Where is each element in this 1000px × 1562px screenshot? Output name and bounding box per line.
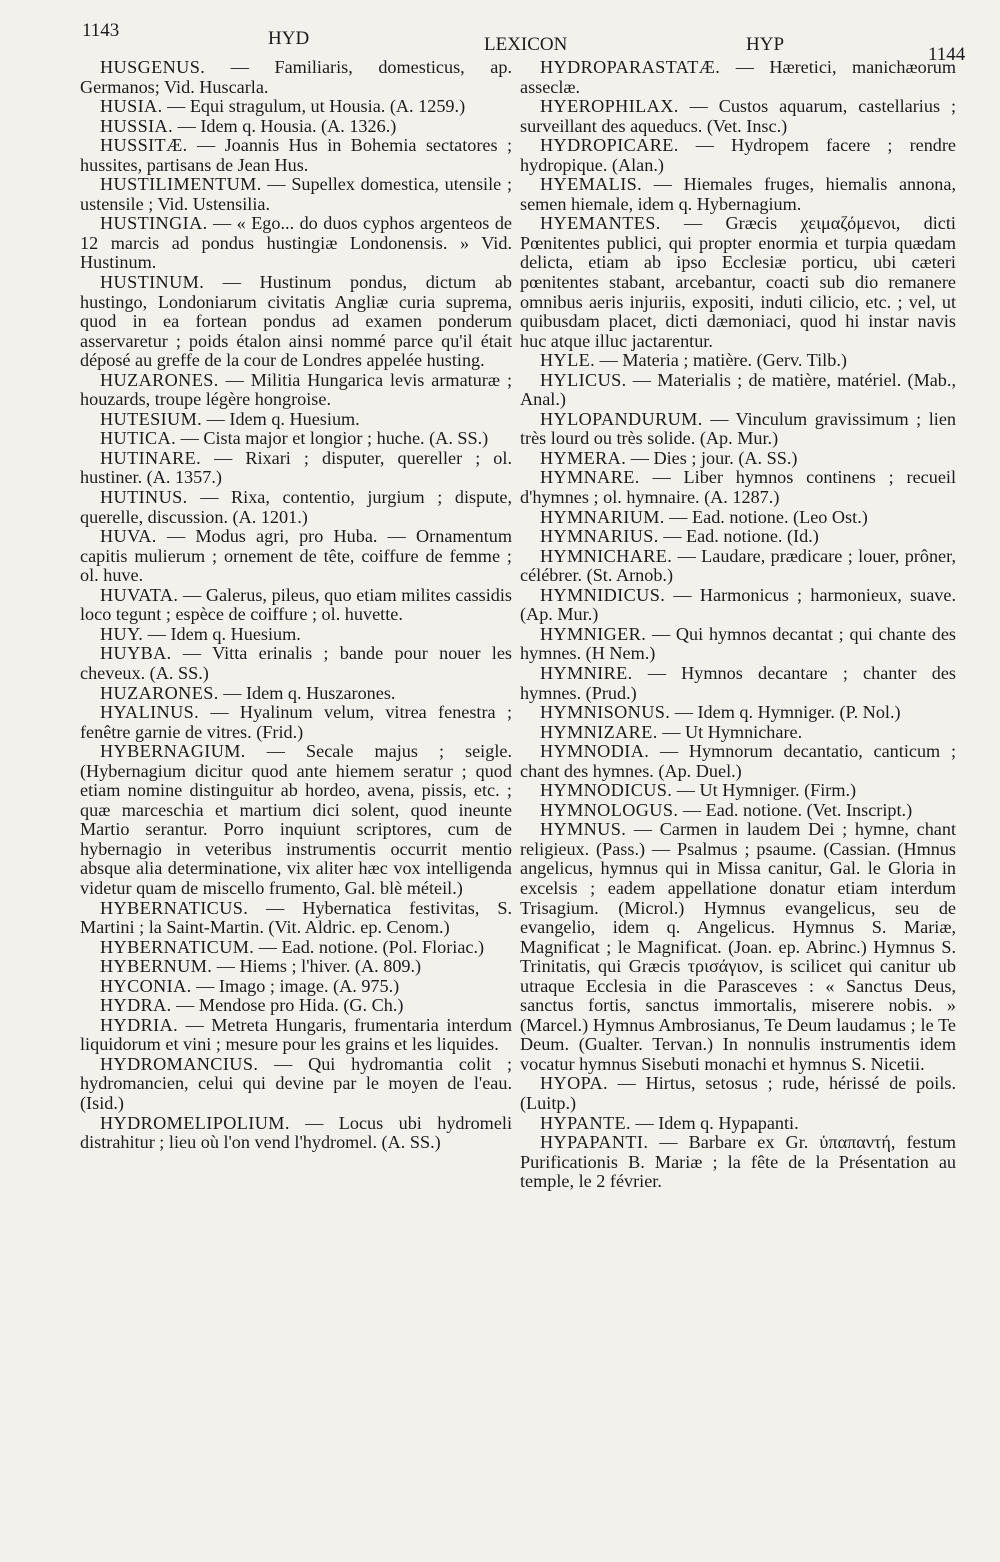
entry-definition: — Locus ubi hydromeli distrahitur ; lieu où l'on vend l'hydromel. (A. SS.): [80, 1112, 512, 1153]
entry-definition: — Hymnos decantare ; chanter des hymnes. (Prud.): [520, 662, 956, 703]
dictionary-entry: [520, 175, 956, 214]
entry-definition: — Ut Hymnichare.: [662, 721, 803, 742]
entry-definition: — Dies ; jour. (A. SS.): [630, 447, 798, 468]
entry-definition: — Ut Hymniger. (Firm.): [676, 780, 857, 801]
entry-headword: HYEMANTES.: [540, 213, 661, 234]
dictionary-entry: [520, 97, 956, 136]
dictionary-entry: [520, 723, 956, 743]
entry-headword: HYMNICHARE.: [540, 545, 673, 566]
entry-headword: HUTESIUM.: [100, 408, 203, 429]
entry-headword: HYLOPANDURUM.: [540, 408, 703, 429]
dictionary-entry: [80, 58, 512, 97]
dictionary-entry: [80, 1114, 512, 1153]
entry-headword: HYMNIZARE.: [540, 721, 658, 742]
dictionary-entry: [80, 214, 512, 273]
entry-headword: HUSSITÆ.: [100, 135, 188, 156]
entry-definition: — « Ego... do duos cyphos argenteos de 12 marcis ad pondus hustingiæ Londonensis. » Vid. Hustinum.: [80, 213, 512, 273]
entry-headword: HYDROPARASTATÆ.: [540, 57, 721, 77]
entry-definition: — Mendose pro Hida. (G. Ch.): [176, 995, 404, 1016]
entry-headword: HUSIA.: [100, 96, 163, 117]
entry-headword: HYPAPANTI.: [540, 1132, 649, 1153]
entry-headword: HUVATA.: [100, 584, 179, 605]
right-page-number: 1144: [928, 44, 966, 65]
entry-definition: — Hybernatica festivitas, S. Martini ; la Saint-Martin. (Vit. Aldric. ep. Cenom.): [80, 897, 512, 938]
entry-definition: — Laudare, prædicare ; louer, prôner, célébrer. (St. Arnob.): [520, 545, 956, 586]
dictionary-entry: [80, 449, 512, 488]
entry-definition: — Hæretici, manichæorum asseclæ.: [520, 57, 956, 97]
entry-definition: — Idem q. Huesium.: [147, 623, 301, 644]
dictionary-entry: [80, 996, 512, 1016]
dictionary-entry: [80, 371, 512, 410]
dictionary-entry: [80, 527, 512, 586]
dictionary-entry: [80, 742, 512, 898]
entry-headword: HYMNIGER.: [540, 623, 647, 644]
entry-headword: HUSSIA.: [100, 115, 174, 136]
entry-definition: — Custos aquarum, castellarius ; surveillant des aqueducs. (Vet. Insc.): [520, 96, 956, 136]
entry-definition: — Supellex domestica, utensile ; ustensile ; Vid. Ustensilia.: [80, 174, 512, 214]
entry-definition: — Vinculum gravissimum ; lien très lourd ou très solide. (Ap. Mur.): [520, 408, 956, 449]
entry-headword: HYBERNUM.: [100, 956, 213, 977]
entry-definition: — Vitta erinalis ; bande pour nouer les cheveux. (A. SS.): [80, 643, 512, 683]
dictionary-entry: [80, 410, 512, 430]
entry-headword: HYMNARIUS.: [540, 526, 659, 547]
entry-headword: HYCONIA.: [100, 975, 192, 996]
entry-definition: — Hustinum pondus, dictum ab hustingo, Londoniarum civitatis Angliæ curia suprema, quod in ea fortean pondus ad examen ponderum asservaretur ; poids étalon ainsi nommé parce qu'il était déposé au greffe de la cour de Londres appelée husting.: [80, 272, 513, 371]
dictionary-entry: [80, 899, 512, 938]
entry-definition: — Modus agri, pro Huba. — Ornamentum capitis mulierum ; ornement de tête, coiffure de femme ; ol. huve.: [80, 526, 512, 586]
entry-definition: — Ead. notione. (Id.): [663, 526, 819, 547]
entry-headword: HYMNIDICUS.: [540, 584, 666, 605]
entry-definition: — Ead. notione. (Pol. Floriac.): [258, 936, 485, 957]
dictionary-entry: [520, 449, 956, 469]
entry-definition: — Hymnorum decantatio, canticum ; chant des hymnes. (Ap. Duel.): [520, 741, 957, 781]
entry-headword: HYBERNAGIUM.: [100, 741, 246, 762]
dictionary-entry: [80, 136, 512, 175]
right-column: [520, 58, 956, 1192]
dictionary-entry: [80, 957, 512, 977]
entry-definition: — Idem q. Hypapanti.: [635, 1112, 799, 1133]
dictionary-entry: [520, 547, 956, 586]
dictionary-entry: [520, 586, 956, 625]
dictionary-entry: [520, 1114, 956, 1134]
entry-definition: — Hyalinum velum, vitrea fenestra ; fenêtre garnie de vitres. (Frid.): [80, 702, 512, 742]
entry-headword: HUSTILIMENTUM.: [100, 174, 262, 195]
entry-headword: HYDROMANCIUS.: [100, 1053, 259, 1074]
dictionary-entry: [80, 625, 512, 645]
dictionary-entry: [520, 508, 956, 528]
dictionary-entry: [80, 644, 512, 683]
entry-definition: — Harmonicus ; harmonieux, suave. (Ap. Mur.): [520, 584, 956, 625]
dictionary-entry: [80, 703, 512, 742]
dictionary-entry: [520, 801, 956, 821]
entry-definition: — Idem q. Huszarones.: [223, 682, 396, 703]
dictionary-entry: [520, 136, 956, 175]
dictionary-entry: [520, 371, 956, 410]
entry-headword: HUYBA.: [100, 643, 172, 664]
left-page-number: 1143: [82, 20, 120, 41]
dictionary-entry: [520, 410, 956, 449]
running-header: [0, 20, 1000, 65]
entry-headword: HYDRA.: [100, 995, 172, 1016]
dictionary-entry: [520, 351, 956, 371]
entry-definition: — Græcis χειμαζόμενοι, dicti Pœnitentes publici, qui propter enormia et turpia quædam delicta, etiam ab ipso Ecclesiæ porticu, ubi cæteri pœnitentes stabant, arcebantur, coacti sub dio remanere omnibus aeris injuriis, expositi, induti cilicio, etc. ; vel, ut quibusdam placet, dicti dæmoniaci, quod hi instar navis huc atque illuc jactarentur.: [520, 213, 956, 351]
dictionary-entry: [80, 273, 512, 371]
entry-headword: HYEROPHILAX.: [540, 96, 679, 117]
entry-definition: — Qui hymnos decantat ; qui chante des hymnes. (H Nem.): [520, 623, 956, 664]
entry-definition: — Equi stragulum, ut Housia. (A. 1259.): [167, 96, 466, 117]
entry-headword: HYEMALIS.: [540, 174, 643, 195]
entry-headword: HYBERNATICUS.: [100, 897, 249, 918]
entry-headword: HYLE.: [540, 350, 596, 371]
entry-definition: — Secale majus ; seigle. (Hybernagium dicitur quod ante hiemem seratur ; quod etiam nomine distinguitur ab hordeo, avena, pissis, etc. ; quæ marceschia et martium dici solent, quod ineunte Martio serantur. Porro inquiunt scriptores, cum de hybernagio in veteribus instrumentis occurrit mentio absque alia determinatione, vix aliter hæc vox intelligenda videtur quam de miscello frumento, Gal. blè méteil.): [80, 741, 512, 898]
dictionary-entry: [520, 742, 956, 781]
entry-headword: HUTINARE.: [100, 447, 202, 468]
entry-definition: — Idem q. Huesium.: [206, 408, 360, 429]
right-guide-word: HYP: [746, 34, 785, 55]
entry-definition: — Ead. notione. (Vet. Inscript.): [682, 799, 913, 820]
entry-definition: — Cista major et longior ; huche. (A. SS.): [180, 428, 489, 449]
entry-definition: — Qui hydromantia colit ; hydromancien, celui qui devine par le moyen de l'eau. (Isid.): [80, 1053, 513, 1113]
entry-definition: — Joannis Hus in Bohemia sectatores ; hussites, partisans de Jean Hus.: [80, 135, 513, 175]
entry-headword: HYBERNATICUM.: [100, 936, 255, 957]
dictionary-entry: [520, 820, 956, 1074]
entry-headword: HUTICA.: [100, 428, 177, 449]
dictionary-entry: [520, 781, 956, 801]
entry-definition: — Rixa, contentio, jurgium ; dispute, querelle, discussion. (A. 1201.): [80, 487, 512, 527]
entry-definition: — Galerus, pileus, quo etiam milites cassidis loco tegunt ; espèce de coiffure ; ol. huvette.: [80, 584, 513, 625]
entry-definition: — Idem q. Housia. (A. 1326.): [177, 115, 397, 136]
entry-definition: — Hirtus, setosus ; rude, hérissé de poils. (Luitp.): [520, 1073, 956, 1113]
entry-headword: HYMNARE.: [540, 467, 640, 488]
entry-definition: — Imago ; image. (A. 975.): [196, 975, 400, 996]
dictionary-entry: [80, 938, 512, 958]
entry-definition: — Materialis ; de matière, matériel. (Mab., Anal.): [520, 369, 956, 410]
entry-definition: — Ead. notione. (Leo Ost.): [669, 506, 868, 527]
dictionary-entry: [520, 1133, 956, 1192]
entry-headword: HYMNIRE.: [540, 662, 633, 683]
entry-headword: HYMNISONUS.: [540, 702, 671, 723]
dictionary-entry: [520, 58, 956, 97]
dictionary-entry: [80, 488, 512, 527]
entry-headword: HYDRIA.: [100, 1014, 179, 1035]
entry-headword: HUY.: [100, 623, 144, 644]
dictionary-entry: [520, 703, 956, 723]
dictionary-entry: [80, 1016, 512, 1055]
entry-headword: HYMNODICUS.: [540, 780, 673, 801]
entry-headword: HYLICUS.: [540, 369, 627, 390]
entry-headword: HUSTINUM.: [100, 272, 205, 293]
dictionary-entry: [80, 977, 512, 997]
dictionary-entry: [80, 1055, 512, 1114]
entry-definition: — Hiemales fruges, hiemalis annona, semen hiemale, idem q. Hybernagium.: [520, 174, 957, 214]
entry-headword: HYMERA.: [540, 447, 627, 468]
entry-headword: HYALINUS.: [100, 702, 200, 723]
entry-headword: HUZARONES.: [100, 682, 219, 703]
dictionary-entry: [80, 429, 512, 449]
entry-definition: — Familiaris, domesticus, ap. Germanos; Vid. Huscarla.: [80, 57, 512, 97]
entry-headword: HYMNODIA.: [540, 741, 650, 762]
entry-definition: — Materia ; matière. (Gerv. Tilb.): [599, 350, 847, 371]
entry-headword: HYMNUS.: [540, 819, 627, 840]
entry-definition: — Hiems ; l'hiver. (A. 809.): [216, 956, 422, 977]
entry-definition: — Idem q. Hymniger. (P. Nol.): [674, 702, 901, 723]
left-guide-word: HYD: [268, 28, 310, 49]
entry-headword: HUTINUS.: [100, 487, 188, 508]
entry-definition: — Hydropem facere ; rendre hydropique. (Alan.): [520, 135, 957, 175]
dictionary-entry: [520, 1074, 956, 1113]
entry-headword: HUVA.: [100, 526, 157, 547]
entry-headword: HYPANTE.: [540, 1112, 631, 1133]
entry-definition: — Barbare ex Gr. ὑπαπαντή, festum Purificationis B. Mariæ ; la fête de la Présentation au temple, le 2 février.: [520, 1132, 956, 1192]
dictionary-entry: [520, 527, 956, 547]
header-title: LEXICON: [484, 34, 568, 55]
entry-headword: HYMNARIUM.: [540, 506, 665, 527]
dictionary-entry: [80, 684, 512, 704]
entry-headword: HUSTINGIA.: [100, 213, 208, 234]
entry-definition: — Rixari ; disputer, quereller ; ol. hustiner. (A. 1357.): [80, 447, 513, 488]
dictionary-entry: [80, 175, 512, 214]
entry-headword: HUSGENUS.: [100, 57, 206, 77]
dictionary-entry: [520, 214, 956, 351]
entry-headword: HYDROMELIPOLIUM.: [100, 1112, 290, 1133]
dictionary-entry: [80, 586, 512, 625]
entry-definition: — Liber hymnos continens ; recueil d'hymnes ; ol. hymnaire. (A. 1287.): [520, 467, 957, 508]
entry-definition: — Metreta Hungaris, frumentaria interdum liquidorum et vini ; mesure pour les grains et les liquides.: [80, 1014, 513, 1055]
dictionary-entry: [80, 117, 512, 137]
entry-headword: HYMNOLOGUS.: [540, 799, 679, 820]
dictionary-entry: [520, 625, 956, 664]
entry-definition: — Militia Hungarica levis armaturæ ; houzards, troupe légère hongroise.: [80, 369, 512, 410]
entry-headword: HYOPA.: [540, 1073, 608, 1094]
dictionary-entry: [520, 664, 956, 703]
entry-headword: HUZARONES.: [100, 369, 219, 390]
entry-definition: — Carmen in laudem Dei ; hymne, chant religieux. (Pass.) — Psalmus ; psaume. (Cassian. (Hmnus angelicus, hymnus qui in Missa canitur, Gal. le Gloria in excelsis ; eadem appellatione donatur etiam interdum Trisagium. (Microl.) Hymnus evangelicus, seu de evangelio, idem q. Angelicus. Hymnus S. Mariæ, Magnificat ; le Magnificat. (Joan. ep. Abrinc.) Hymnus S. Trinitatis, qui Græcis τρισάγιον, is scilicet qui canitur ub utraque Ecclesia in die Parasceves : « Sanctus Deus, sanctus fortis, sanctus immortalis, miserere nobis. » (Marcel.) Hymnus Ambrosianus, Te Deum laudamus ; le Te Deum. (Gualter. Tervan.) In nonnulis instrumentis idem vocatur hymnus Sisebuti monachi et hymnus S. Nicetii.: [520, 819, 957, 1074]
dictionary-entry: [520, 468, 956, 507]
entry-headword: HYDROPICARE.: [540, 135, 679, 156]
left-column: [80, 58, 512, 1153]
dictionary-entry: [80, 97, 512, 117]
